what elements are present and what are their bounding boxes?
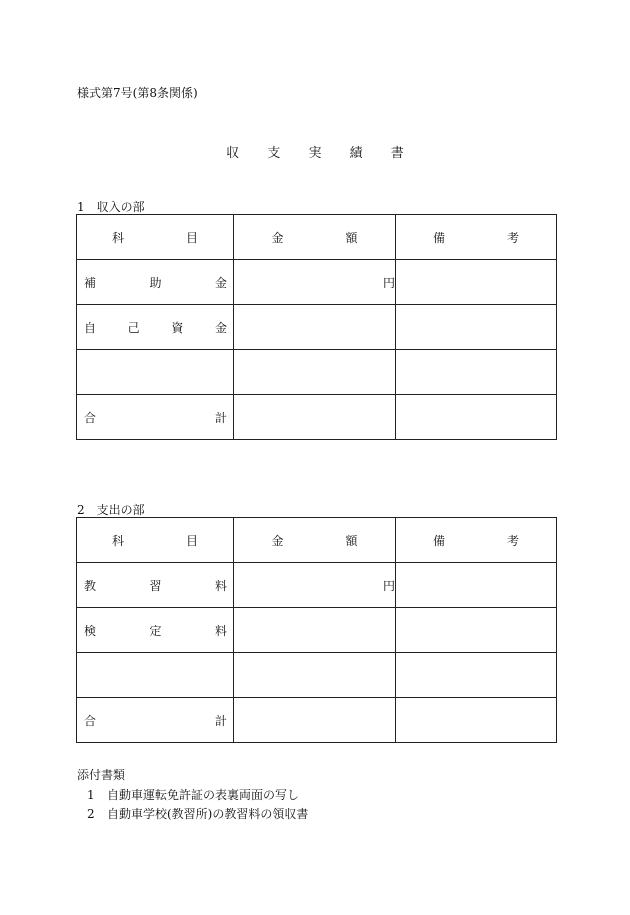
amount-cell[interactable]: [234, 305, 396, 350]
row-label: 補 助 金: [77, 260, 234, 305]
header-amount: 金 額: [234, 518, 396, 563]
form-number: 様式第7号(第8条関係): [77, 86, 198, 100]
title-char: 績: [349, 146, 363, 161]
document-title: [0, 142, 630, 161]
remarks-cell[interactable]: [396, 350, 557, 395]
remarks-cell[interactable]: [396, 653, 557, 698]
amount-cell[interactable]: [234, 608, 396, 653]
title-char: 実: [308, 146, 322, 161]
attachment-number: 1: [87, 788, 95, 802]
row-label: 検 定 料: [77, 608, 234, 653]
title-char: 支: [267, 146, 281, 161]
amount-cell[interactable]: [234, 350, 396, 395]
table-row: [77, 653, 557, 698]
header-item: 科 目: [77, 518, 234, 563]
attachment-text: 自動車運転免許証の表裏両面の写し: [107, 788, 300, 802]
attachment-number: 2: [87, 807, 95, 821]
table-row: [77, 260, 557, 305]
attachment-text: 自動車学校(教習所)の教習料の領収書: [107, 807, 309, 821]
header-item: 科 目: [77, 215, 234, 260]
amount-cell[interactable]: 円: [234, 563, 396, 608]
row-label[interactable]: [77, 653, 234, 698]
remarks-cell[interactable]: [396, 698, 557, 743]
table-row-total: [77, 395, 557, 440]
table-row: [77, 350, 557, 395]
row-label: 合 計: [77, 698, 234, 743]
table-row: [77, 305, 557, 350]
row-label: 合 計: [77, 395, 234, 440]
amount-cell[interactable]: [234, 653, 396, 698]
expense-heading: 2 支出の部: [77, 503, 145, 517]
income-heading: 1 収入の部: [77, 200, 145, 214]
header-remarks: 備 考: [396, 518, 557, 563]
table-row: [77, 563, 557, 608]
row-label: 教 習 料: [77, 563, 234, 608]
header-amount: 金 額: [234, 215, 396, 260]
amount-cell[interactable]: 円: [234, 260, 396, 305]
remarks-cell[interactable]: [396, 563, 557, 608]
table-header-row: [77, 215, 557, 260]
amount-cell[interactable]: [234, 698, 396, 743]
row-label[interactable]: [77, 350, 234, 395]
attachment-item: [87, 805, 308, 822]
table-header-row: [77, 518, 557, 563]
expense-table: [76, 517, 557, 743]
remarks-cell[interactable]: [396, 305, 557, 350]
remarks-cell[interactable]: [396, 608, 557, 653]
attachment-item: [87, 786, 299, 803]
row-label: 自 己 資 金: [77, 305, 234, 350]
header-remarks: 備 考: [396, 215, 557, 260]
income-table: [76, 214, 557, 440]
table-row: [77, 608, 557, 653]
table-row-total: [77, 698, 557, 743]
remarks-cell[interactable]: [396, 395, 557, 440]
title-char: 収: [226, 146, 240, 161]
attachments-title: 添付書類: [77, 768, 126, 782]
amount-cell[interactable]: [234, 395, 396, 440]
title-char: 書: [390, 146, 404, 161]
remarks-cell[interactable]: [396, 260, 557, 305]
